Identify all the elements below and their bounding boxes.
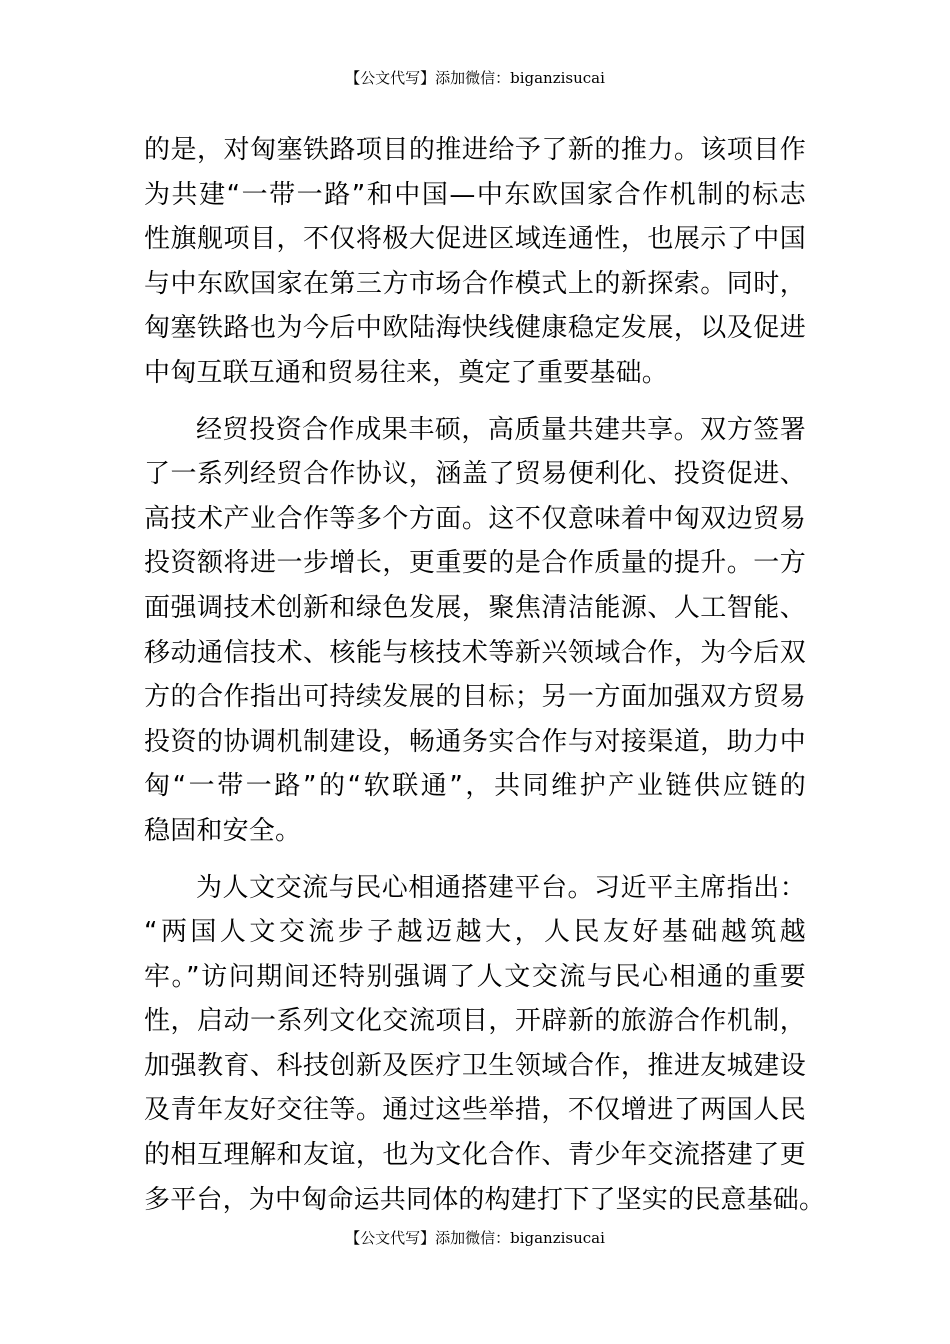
- paragraph-line: 稳固和安全。: [144, 815, 302, 846]
- paragraph-line: 为人文交流与民心相通搭建平台。习近平主席指出：: [196, 872, 806, 903]
- page-footer: 【公文代写】添加微信：biganzisucai: [345, 1229, 605, 1247]
- paragraph-3: [144, 866, 826, 1223]
- paragraph-line: 经贸投资合作成果丰硕，高质量共建共享。双方签署: [196, 414, 806, 445]
- paragraph-line: 匈塞铁路也为今后中欧陆海快线健康稳定发展，以及促进: [144, 313, 806, 344]
- paragraph-2: [144, 408, 806, 854]
- page-header: 【公文代写】添加微信：biganzisucai: [345, 69, 605, 87]
- paragraph-line: 了一系列经贸合作协议，涵盖了贸易便利化、投资促进、: [144, 459, 806, 490]
- paragraph-line: 牢。”访问期间还特别强调了人文交流与民心相通的重要: [144, 961, 806, 992]
- paragraph-line: 方的合作指出可持续发展的目标；另一方面加强双方贸易: [144, 682, 806, 713]
- paragraph-line: 与中东欧国家在第三方市场合作模式上的新探索。同时，: [144, 268, 806, 299]
- paragraph-line: “两国人文交流步子越迈越大，人民友好基础越筑越: [144, 917, 806, 948]
- paragraph-line: 的相互理解和友谊，也为文化合作、青少年交流搭建了更: [144, 1140, 806, 1171]
- paragraph-line: 投资的协调机制建设，畅通务实合作与对接渠道，助力中: [144, 726, 806, 757]
- paragraph-line: 面强调技术创新和绿色发展，聚焦清洁能源、人工智能、: [144, 592, 806, 623]
- paragraph-line: 性旗舰项目，不仅将极大促进区域连通性，也展示了中国: [144, 224, 806, 255]
- paragraph-line: 中匈互联互通和贸易往来，奠定了重要基础。: [144, 357, 669, 388]
- paragraph-line: 的是，对匈塞铁路项目的推进给予了新的推力。该项目作: [144, 135, 806, 165]
- paragraph-line: 多平台，为中匈命运共同体的构建打下了坚实的民意基础。: [144, 1184, 826, 1215]
- paragraph-line: 加强教育、科技创新及医疗卫生领域合作，推进友城建设: [144, 1050, 806, 1081]
- document-body: [144, 128, 826, 1234]
- paragraph-1: [144, 128, 806, 396]
- paragraph-line: 匈“一带一路”的“软联通”，共同维护产业链供应链的: [144, 771, 806, 802]
- paragraph-line: 为共建“一带一路”和中国—中东欧国家合作机制的标志: [144, 179, 806, 210]
- paragraph-line: 及青年友好交往等。通过这些举措，不仅增进了两国人民: [144, 1095, 806, 1126]
- paragraph-line: 性，启动一系列文化交流项目，开辟新的旅游合作机制，: [144, 1006, 806, 1037]
- paragraph-line: 移动通信技术、核能与核技术等新兴领域合作，为今后双: [144, 637, 806, 668]
- paragraph-line: 投资额将进一步增长，更重要的是合作质量的提升。一方: [144, 548, 806, 579]
- paragraph-line: 高技术产业合作等多个方面。这不仅意味着中匈双边贸易: [144, 503, 806, 534]
